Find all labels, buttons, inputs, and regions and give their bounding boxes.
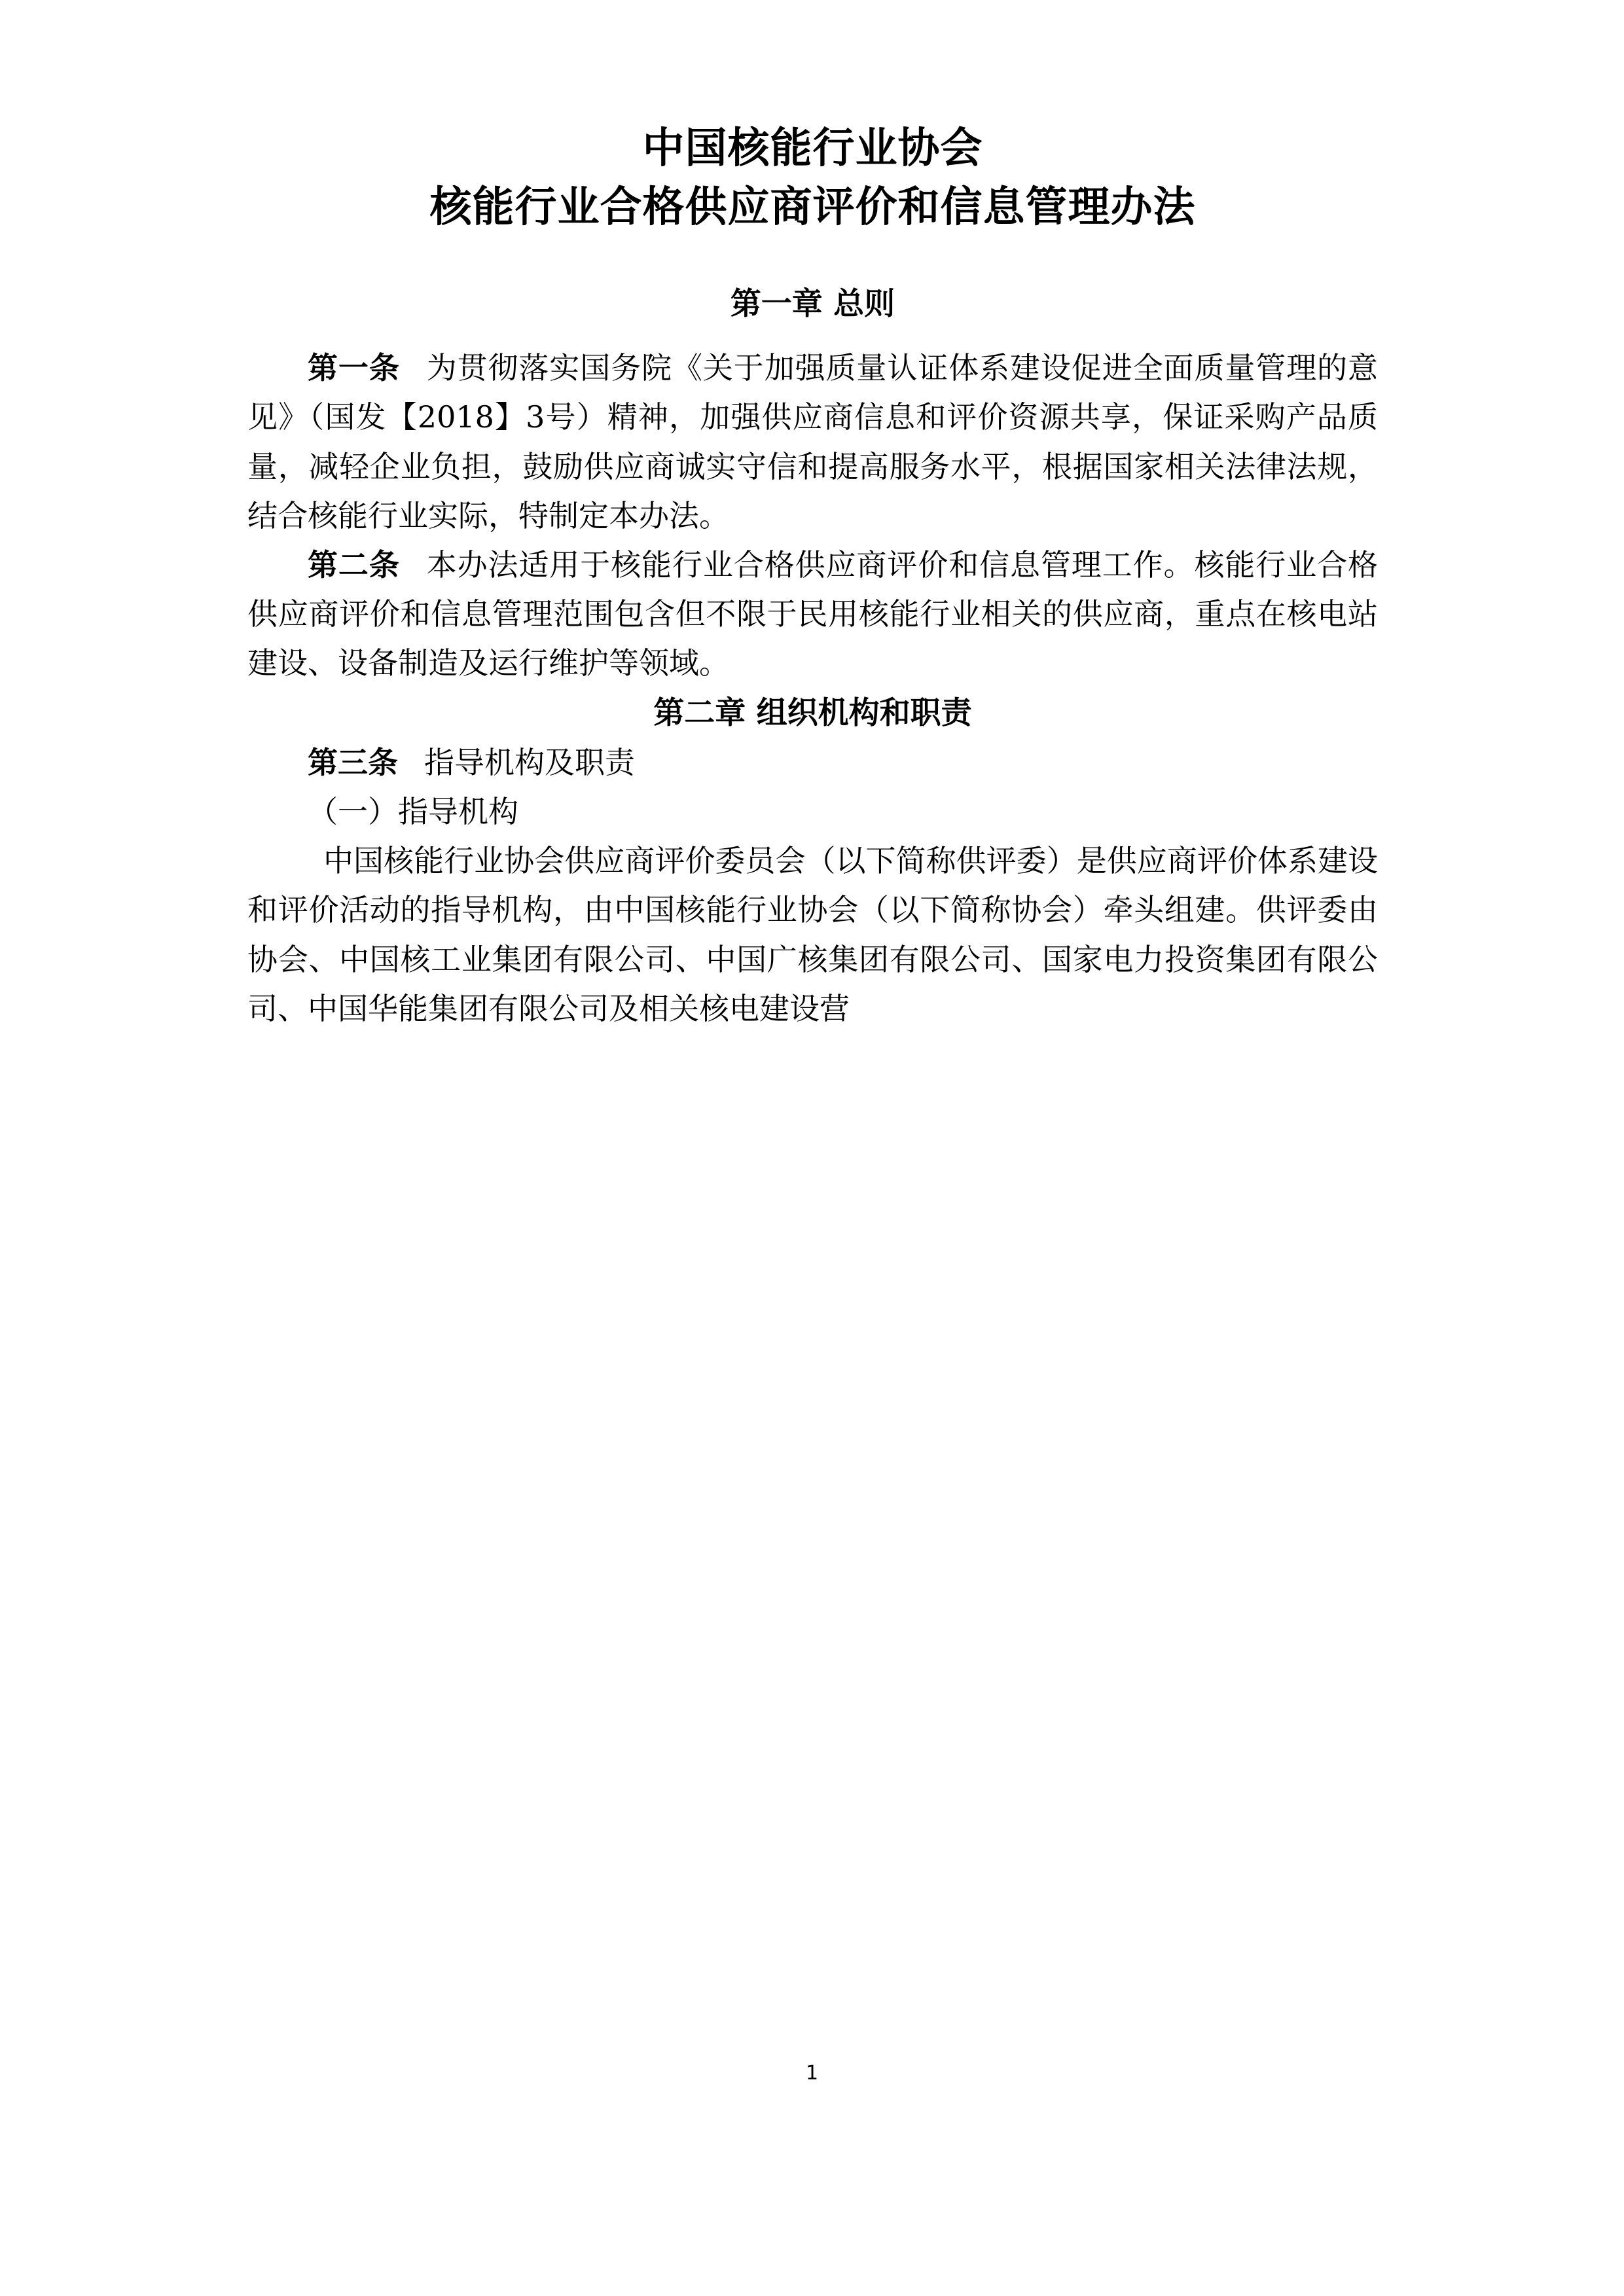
article-2-paragraph — [247, 541, 1378, 689]
page-content — [247, 0, 1378, 1033]
chapter-heading-1: 第一章 总则 — [730, 286, 895, 323]
article-3-paragraph — [247, 738, 1378, 787]
article-1-label: 第一条 — [308, 350, 400, 386]
page-footer — [0, 2062, 1624, 2085]
article-3-label: 第三条 — [308, 744, 398, 780]
document-title-line-1: 中国核能行业协会 — [642, 124, 983, 173]
page-number: 1 — [805, 2062, 819, 2085]
article-2-text: 本办法适用于核能行业合格供应商评价和信息管理工作。核能行业合格供应商评价和信息管理范围包含但不限于民用核能行业相关的供应商，重点在核电站建设、设备制造及运行维护等领域。 — [247, 547, 1379, 681]
article-2-label: 第二条 — [308, 547, 400, 583]
article-3-text: 指导机构及职责 — [424, 744, 635, 780]
chapter-heading-2: 第二章 组织机构和职责 — [653, 694, 972, 731]
article-1-text: 为贯彻落实国务院《关于加强质量认证体系建设促进全面质量管理的意见》（国发【2018】3号）精神，加强供应商信息和评价资源共享，保证采购产品质量，减轻企业负担，鼓励供应商诚实守信和提高服务水平，根据国家相关法律法规，结合核能行业实际，特制定本办法。 — [247, 350, 1379, 533]
subsection-item-1-label: （一）指导机构 — [308, 793, 518, 829]
document-title — [247, 124, 1378, 232]
subsection-item-1-body: 中国核能行业协会供应商评价委员会（以下简称供评委）是供应商评价体系建设和评价活动的指导机构，由中国核能行业协会（以下简称协会）牵头组建。供评委由协会、中国核工业集团有限公司、中国广核集团有限公司、国家电力投资集团有限公司、中国华能集团有限公司及相关核电建设营 — [247, 843, 1378, 1026]
document-title-line-2: 核能行业合格供应商评价和信息管理办法 — [429, 183, 1196, 232]
article-1-paragraph — [247, 344, 1378, 541]
